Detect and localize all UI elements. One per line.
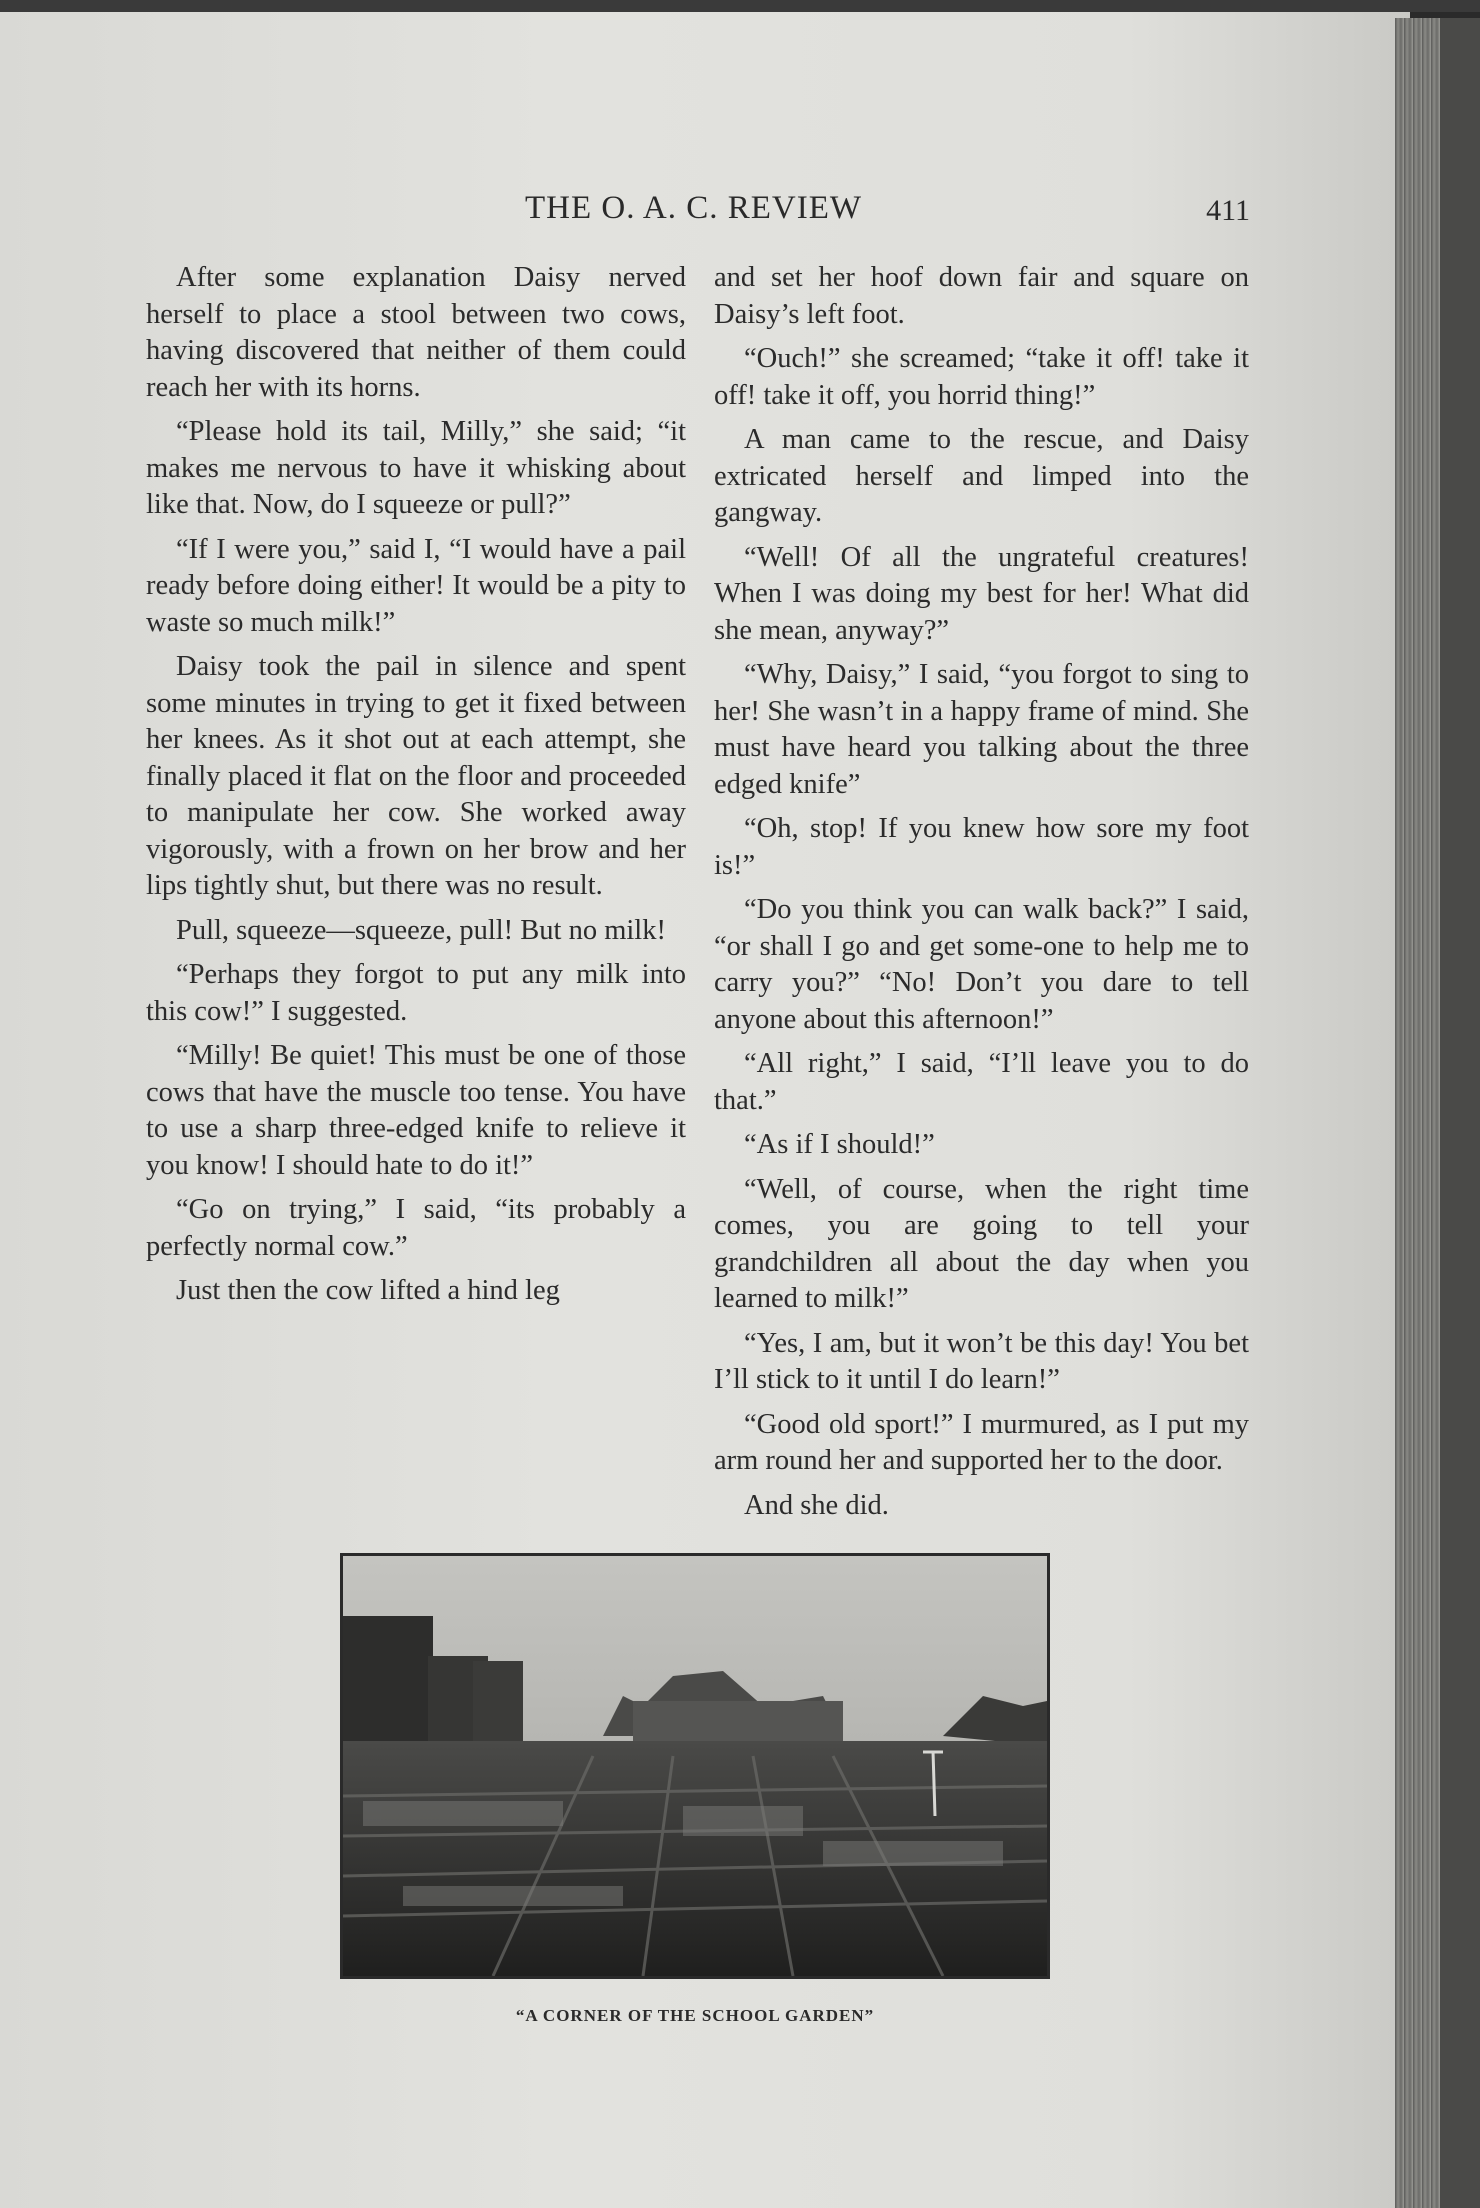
paragraph: “Perhaps they forgot to put any milk into this cow!” I suggested. xyxy=(146,959,686,1027)
paragraph: “Well! Of all the ungrateful creatures! When I was doing my best for her! What did she mean, anyway?” xyxy=(714,541,1249,646)
paragraph: “Why, Daisy,” I said, “you forgot to sing to her! She wasn’t in a happy frame of mind. She must have heard you talking about the three edged knife” xyxy=(714,659,1249,800)
paragraph: “As if I should!” xyxy=(744,1129,935,1160)
book-cover-edge xyxy=(1440,18,1480,2208)
paragraph: “Go on trying,” I said, “its probably a perfectly normal cow.” xyxy=(146,1194,686,1262)
paragraph: “If I were you,” said I, “I would have a pail ready before doing either! It would be a pity to waste so much milk!” xyxy=(146,533,686,638)
paragraph: “Yes, I am, but it won’t be this day! You bet I’ll stick to it until I do learn!” xyxy=(714,1327,1249,1395)
paragraph: “Well, of course, when the right time comes, you are going to tell your grandchildren all about the day when you learned to milk!” xyxy=(714,1173,1249,1314)
running-head: THE O. A. C. REVIEW xyxy=(525,190,863,226)
paragraph: Daisy took the pail in silence and spent some minutes in trying to get it fixed between her knees. As it shot out at each attempt, she finally placed it flat on the floor and proceeded to manipulate her cow. She worked away vigorously, with a frown on her brow and her lips tightly shut, but there was no result. xyxy=(146,651,686,901)
right-column xyxy=(714,260,1249,1532)
paragraph: “All right,” I said, “I’ll leave you to do that.” xyxy=(714,1048,1249,1116)
paragraph: Just then the cow lifted a hind leg xyxy=(176,1275,560,1306)
paragraph: “Milly! Be quiet! This must be one of those cows that have the muscle too tense. You have to use a sharp three-edged knife to relieve it you know! I should hate to do it!” xyxy=(146,1040,686,1181)
left-column xyxy=(146,260,686,1318)
school-garden-photo xyxy=(340,1553,1050,1979)
page-number: 411 xyxy=(1206,194,1250,227)
paragraph: “Do you think you can walk back?” I said, “or shall I go and get some-one to help me to carry you?” “No! Don’t you dare to tell anyone about this afternoon!” xyxy=(714,894,1249,1035)
top-border xyxy=(0,0,1480,12)
photo-illustration xyxy=(343,1556,1047,1976)
paragraph: “Ouch!” she screamed; “take it off! take it off! take it off, you horrid thing!” xyxy=(714,343,1249,411)
paragraph: After some explanation Daisy nerved herself to place a stool between two cows, having discovered that neither of them could reach her with its horns. xyxy=(146,262,686,403)
page-header xyxy=(140,190,1260,240)
paragraph: “Good old sport!” I murmured, as I put my arm round her and supported her to the door. xyxy=(714,1408,1249,1476)
paragraph: And she did. xyxy=(744,1489,889,1521)
paragraph: Pull, squeeze—squeeze, pull! But no milk! xyxy=(176,914,666,946)
paragraph: “Please hold its tail, Milly,” she said; “it makes me nervous to have it whisking about like that. Now, do I squeeze or pull?” xyxy=(146,416,686,520)
paragraph: “Oh, stop! If you knew how sore my foot is!” xyxy=(714,813,1249,881)
paragraph: A man came to the rescue, and Daisy extricated herself and limped into the gangway. xyxy=(714,424,1249,528)
figure-caption: “A CORNER OF THE SCHOOL GARDEN” xyxy=(515,2006,875,2025)
paragraph: and set her hoof down fair and square on Daisy’s left foot. xyxy=(714,262,1249,330)
